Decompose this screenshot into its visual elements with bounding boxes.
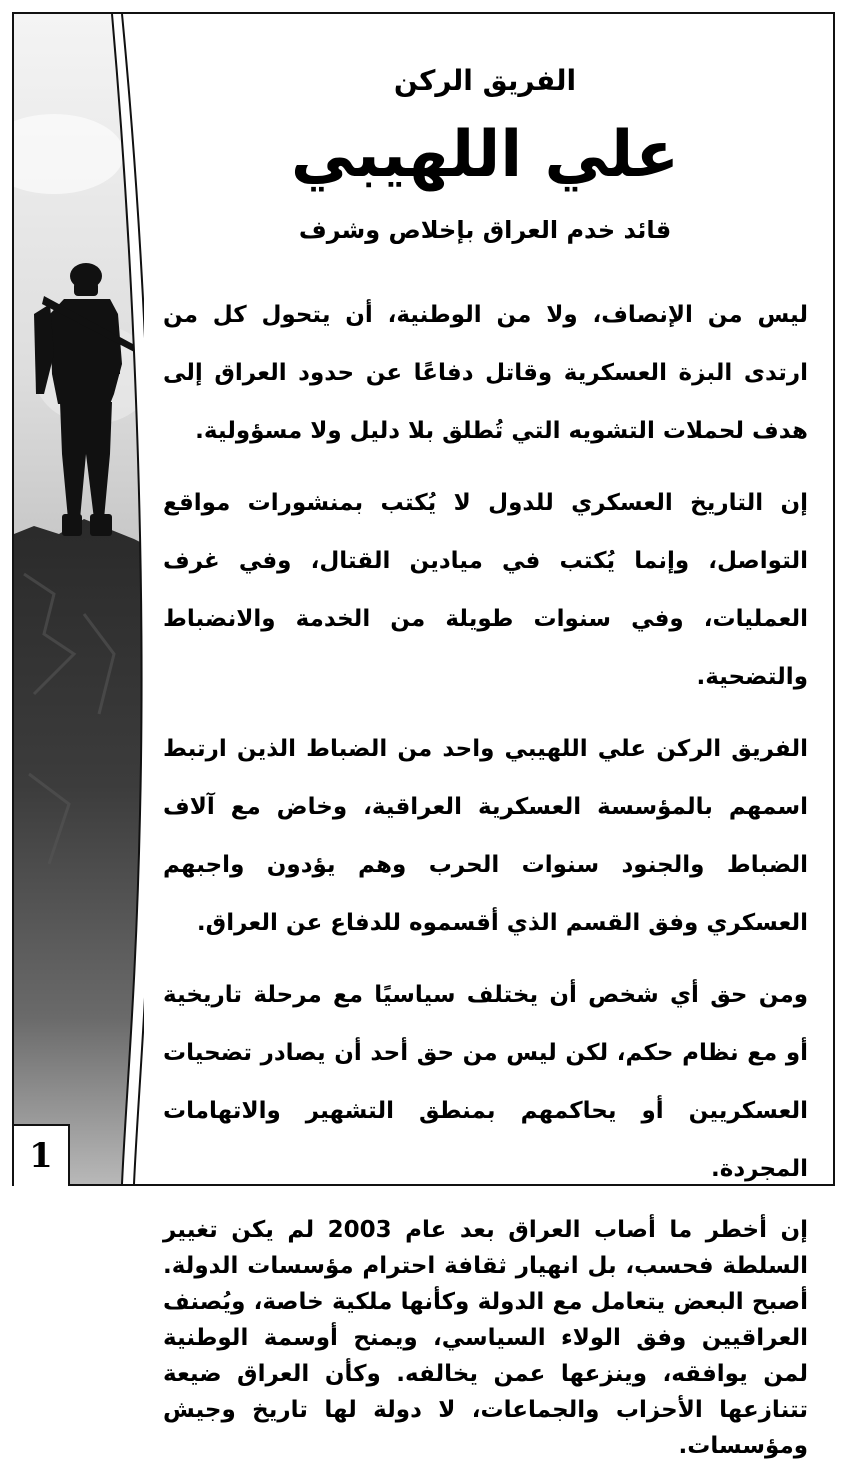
paragraph: إن أخطر ما أصاب العراق بعد عام 2003 لم يكن تغيير السلطة فحسب، بل انهيار ثقافة احترام مؤسسات الدولة. أصبح البعض يتعامل مع الدولة وكأنها ملكية خاصة، ويُصنف العراقيين وفق الولاء السياسي، ويمنح أوسمة الوطنية لمن يوافقه، وينزعها عمن يخالفه. وكأن العراق ضيعة تتنازعها الأحزاب والجماعات، لا دولة لها تاريخ وجيش ومؤسسات. <box>163 1217 809 1459</box>
paragraph: ليس من الإنصاف، ولا من الوطنية، أن يتحول كل من ارتدى البزة العسكرية وقاتل دفاعًا عن حدود العراق إلى هدف لحملات التشويه التي تُطلق بلا دليل ولا مسؤولية. <box>163 302 808 444</box>
subtitle: قائد خدم العراق بإخلاص وشرف <box>298 216 672 244</box>
page-number: 1 <box>14 1124 70 1186</box>
page-title: علي اللهيبي <box>290 118 680 192</box>
rank-heading: الفريق الركن <box>393 64 577 97</box>
paragraph: إن التاريخ العسكري للدول لا يُكتب بمنشورات مواقع التواصل، وإنما يُكتب في ميادين القتال، وفي غرف العمليات، وفي سنوات طويلة من الخدمة والانضباط والتضحية. <box>163 490 808 690</box>
paragraph: ومن حق أي شخص أن يختلف سياسيًا مع مرحلة تاريخية أو مع نظام حكم، لكن ليس من حق أحد أن يصادر تضحيات العسكريين أو يحاكمهم بمنطق التشهير والاتهامات المجردة. <box>163 982 808 1182</box>
article-body <box>163 286 808 1478</box>
article <box>150 14 820 1459</box>
paragraph: الفريق الركن علي اللهيبي واحد من الضباط الذين ارتبط اسمهم بالمؤسسة العسكرية العراقية، وخاض مع آلاف الضباط والجنود سنوات الحرب وهم يؤدون واجبهم العسكري وفق القسم الذي أقسموه للدفاع عن العراق. <box>163 736 808 936</box>
soldier-silhouette-image <box>14 14 144 1184</box>
